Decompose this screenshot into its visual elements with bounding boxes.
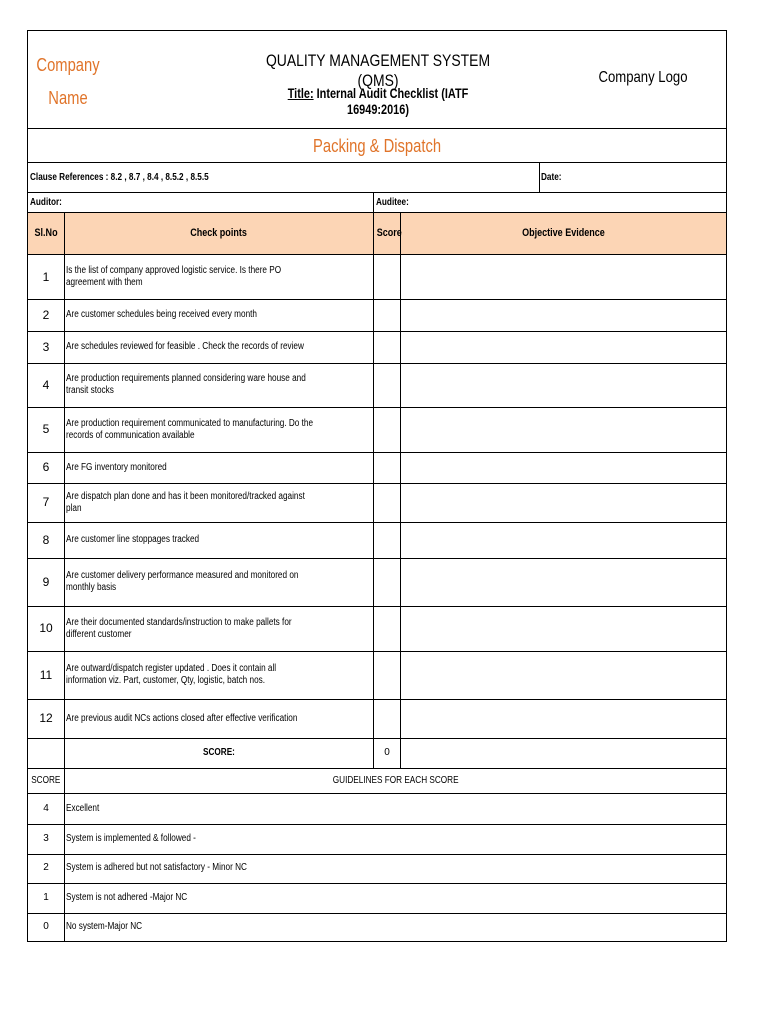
checkpoint-text: Are their documented standards/instruction to make pallets for different customer [66,616,292,640]
company-name [35,49,101,115]
header-slno: Sl.No [34,227,58,239]
section-title-text: Packing & Dispatch [313,136,441,156]
company-logo-placeholder: Company Logo [598,69,688,86]
column-divider [400,213,401,768]
checkpoint-number: 9 [42,575,50,589]
title-value: Internal Audit Checklist (IATF 16949:2016) [316,85,469,117]
audit-checklist-sheet [27,30,727,942]
checkpoint-text: Are customer schedules being received every month [66,309,257,320]
column-divider [373,739,374,768]
checkpoint-text: Are customer delivery performance measured and monitored on monthly basis [66,570,299,593]
checkpoint-text: Is the list of company approved logistic service. Is there PO agreement with them [66,265,282,288]
checkpoint-number: 12 [39,711,53,725]
company-name-line2: Name [48,88,88,108]
checkpoint-text: Are customer line stoppages tracked [66,534,200,545]
guideline-score: 0 [43,921,49,932]
score-total: 0 [384,747,390,758]
checkpoint-text: Are production requirements planned considering ware house and transit stocks [66,373,306,396]
checkpoint-number: 7 [42,495,50,509]
checkpoint-number: 6 [42,460,50,474]
section-title [28,129,726,163]
guideline-text: System is not adhered -Major NC [66,892,188,903]
checkpoint-number: 3 [42,340,50,354]
date-label: Date: [541,172,562,183]
checkpoint-text: Are outward/dispatch register updated . Does it contain all information viz. Part, customer, Qty, logistic, batch nos. [66,663,277,686]
checkpoint-number: 2 [42,308,50,322]
guideline-score: 2 [43,862,49,873]
system-title: QUALITY MANAGEMENT SYSTEM (QMS) [265,51,491,90]
document-title [261,85,495,117]
checkpoint-text: Are production requirement communicated to manufacturing. Do the records of communication available [66,417,314,441]
title-label: Title: [287,85,314,101]
guideline-text: No system-Major NC [66,921,143,932]
guidelines-score-header: SCORE [31,775,61,786]
auditor-label: Auditor: [30,197,62,208]
column-divider [373,193,374,768]
checkpoint-text: Are previous audit NCs actions closed after effective verification [66,712,298,724]
header-score: Score [376,227,402,239]
guideline-score: 3 [43,833,49,844]
guideline-score: 4 [43,803,49,814]
checkpoint-number: 11 [39,668,53,682]
header-checkpoints: Check points [190,227,248,239]
guidelines-header: GUIDELINES FOR EACH SCORE [332,775,459,786]
column-divider [400,739,401,768]
guideline-text: System is adhered but not satisfactory - Minor NC [66,862,247,873]
checkpoint-text: Are schedules reviewed for feasible . Check the records of review [66,341,304,352]
checkpoint-number: 8 [42,533,50,547]
checkpoint-text: Are dispatch plan done and has it been monitored/tracked against plan [66,490,305,514]
column-divider [64,769,65,942]
checkpoint-number: 4 [42,378,50,392]
checkpoint-text: Are FG inventory monitored [66,461,167,473]
column-divider [64,213,65,768]
guideline-text: System is implemented & followed - [66,833,196,844]
header-objective-evidence: Objective Evidence [522,227,605,239]
checkpoint-number: 1 [42,270,50,284]
auditee-label: Auditee: [376,197,409,208]
checkpoint-number: 10 [39,621,53,635]
guideline-text: Excellent [66,803,100,814]
company-name-line1: Company [36,55,100,75]
checkpoint-number: 5 [42,422,50,436]
divider [539,162,540,192]
guideline-score: 1 [43,892,49,903]
score-label: SCORE: [203,747,235,758]
clause-references: Clause References : 8.2 , 8.7 , 8.4 , 8.5.2 , 8.5.5 [30,172,209,183]
